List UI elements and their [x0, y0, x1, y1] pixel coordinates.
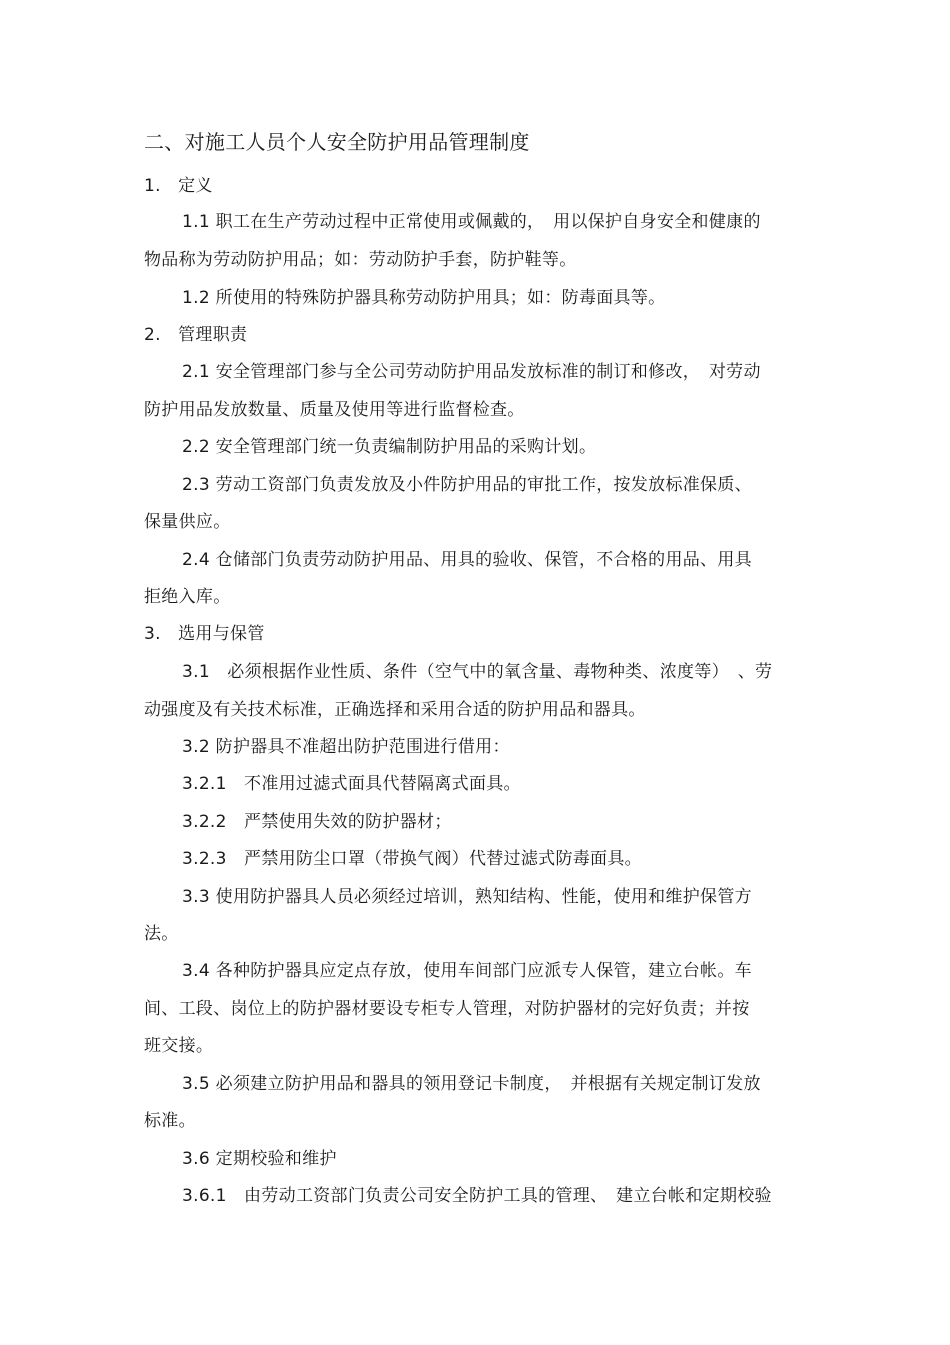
- paragraph-line: 间、工段、岗位上的防护器材要设专柜专人管理，对防护器材的完好负责；并按: [144, 999, 750, 1019]
- paragraph-line: 3.2.2 严禁使用失效的防护器材；: [182, 812, 452, 832]
- section-heading: 2. 管理职责: [144, 325, 248, 345]
- paragraph-line: 班交接。: [144, 1036, 214, 1056]
- paragraph-line: 保量供应。: [144, 512, 231, 532]
- paragraph-line: 1.1 职工在生产劳动过程中正常使用或佩戴的， 用以保护自身安全和健康的: [182, 212, 761, 232]
- paragraph-line: 3.2.3 严禁用防尘口罩（带换气阀）代替过滤式防毒面具。: [182, 849, 642, 869]
- paragraph-line: 3.3 使用防护器具人员必须经过培训，熟知结构、性能，使用和维护保管方: [182, 887, 752, 907]
- paragraph-line: 3.6 定期校验和维护: [182, 1149, 337, 1169]
- paragraph-line: 标准。: [144, 1111, 196, 1131]
- paragraph-line: 动强度及有关技术标准，正确选择和采用合适的防护用品和器具。: [144, 700, 646, 720]
- paragraph-line: 2.3 劳动工资部门负责发放及小件防护用品的审批工作，按发放标准保质、: [182, 475, 752, 495]
- paragraph-line: 3.5 必须建立防护用品和器具的领用登记卡制度， 并根据有关规定制订发放: [182, 1074, 761, 1094]
- paragraph-line: 拒绝入库。: [144, 587, 231, 607]
- paragraph-line: 1.2 所使用的特殊防护器具称劳动防护用具；如：防毒面具等。: [182, 288, 666, 308]
- paragraph-line: 2.4 仓储部门负责劳动防护用品、用具的验收、保管，不合格的用品、用具: [182, 550, 752, 570]
- paragraph-line: 2.1 安全管理部门参与全公司劳动防护用品发放标准的制订和修改， 对劳动: [182, 362, 761, 382]
- paragraph-line: 物品称为劳动防护用品；如：劳动防护手套，防护鞋等。: [144, 250, 577, 270]
- paragraph-line: 3.2.1 不准用过滤式面具代替隔离式面具。: [182, 774, 521, 794]
- paragraph-line: 3.1 必须根据作业性质、条件（空气中的氧含量、毒物种类、浓度等） 、劳: [182, 662, 773, 682]
- section-heading: 3. 选用与保管: [144, 624, 265, 644]
- document-title: 二、对施工人员个人安全防护用品管理制度: [144, 130, 530, 154]
- paragraph-line: 3.2 防护器具不准超出防护范围进行借用：: [182, 737, 510, 757]
- paragraph-line: 法。: [144, 924, 179, 944]
- section-heading: 1. 定义: [144, 176, 213, 196]
- paragraph-line: 3.6.1 由劳动工资部门负责公司安全防护工具的管理、 建立台帐和定期校验: [182, 1186, 772, 1206]
- paragraph-line: 2.2 安全管理部门统一负责编制防护用品的采购计划。: [182, 437, 597, 457]
- paragraph-line: 3.4 各种防护器具应定点存放，使用车间部门应派专人保管，建立台帐。车: [182, 961, 752, 981]
- paragraph-line: 防护用品发放数量、质量及使用等进行监督检查。: [144, 400, 525, 420]
